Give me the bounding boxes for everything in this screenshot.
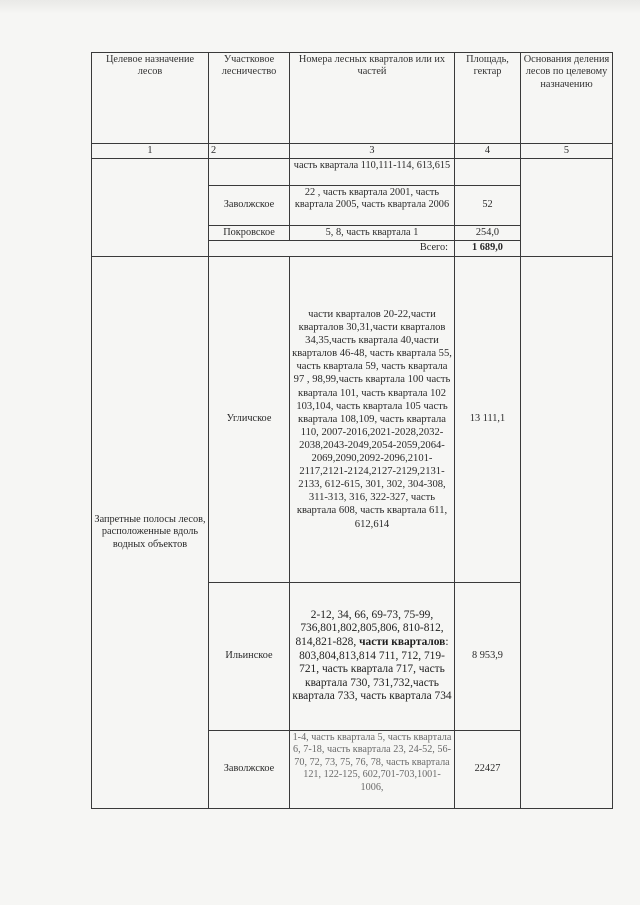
basis-cell-empty xyxy=(521,256,613,808)
district-cell: Ильинское xyxy=(209,582,290,730)
total-label: Всего: xyxy=(209,241,455,256)
quarters-text: : 803,804,813,814 711, 712, 719-721, часть квартала 717, часть квартала 730, 731,732,часть квартала 733, часть квартала 734 xyxy=(292,635,452,703)
quarters-cell: часть квартала 110,111-114, 613,615 xyxy=(290,159,455,186)
purpose-cell: Запретные полосы лесов, расположенные вдоль водных объектов xyxy=(92,256,209,808)
district-cell: Заволжское xyxy=(209,186,290,226)
column-number: 4 xyxy=(455,144,521,159)
district-cell: Покровское xyxy=(209,226,290,241)
total-area: 1 689,0 xyxy=(455,241,521,256)
column-number-row xyxy=(92,144,613,159)
area-cell: 254,0 xyxy=(455,226,521,241)
header-area: Площадь, гектар xyxy=(455,53,521,144)
quarters-cell: части кварталов 20-22,части кварталов 30,31,части кварталов 34,35,часть квартала 40,части кварталов 46-48, часть квартала 55, часть квартала 59, часть квартала 97 , 98,99,часть квартала 100 часть квартала 101, часть квартала 102 103,104, часть квартала 105 часть квартала 108,109, часть квартала 110, 2007-2016,2021-2028,2032-2038,2043-2049,2054-2059,2064-2069,2090,2092-2096,2101-2117,2121-2124,2127-2129,2131-2133, 612-615, 301, 302, 304-308, 311-313, 316, 322-327, часть квартала 608, часть квартала 611, 612,614 xyxy=(290,256,455,582)
quarters-cell: 22 , часть квартала 2001, часть квартала 2005, часть квартала 2006 xyxy=(290,186,455,226)
header-purpose: Целевое назначение лесов xyxy=(92,53,209,144)
forest-purpose-table xyxy=(91,52,613,809)
area-cell: 13 111,1 xyxy=(455,256,521,582)
area-cell: 8 953,9 xyxy=(455,582,521,730)
quarters-cell xyxy=(290,582,455,730)
table-row xyxy=(92,256,613,582)
table-header-row xyxy=(92,53,613,144)
quarters-cell: 1-4, часть квартала 5, часть квартала 6, 7-18, часть квартала 23, 24-52, 56-70, 72, 73, 75, 76, 78, часть квартала 121, 122-125, 602,701-703,1001-1006, xyxy=(290,730,455,808)
table-row xyxy=(92,159,613,186)
quarters-text: 2-12, 34, 66, 69-73, 75-99, 736,801,802,805,806, 810-812, 814,821-828, xyxy=(295,608,444,648)
quarters-bold-text: части кварталов xyxy=(359,635,446,648)
column-number: 3 xyxy=(290,144,455,159)
column-number: 2 xyxy=(209,144,290,159)
area-cell: 22427 xyxy=(455,730,521,808)
area-cell-empty xyxy=(455,159,521,186)
area-cell: 52 xyxy=(455,186,521,226)
basis-cell-empty xyxy=(521,159,613,257)
district-cell-empty xyxy=(209,159,290,186)
quarters-cell: 5, 8, часть квартала 1 xyxy=(290,226,455,241)
purpose-cell-empty xyxy=(92,159,209,257)
column-number: 5 xyxy=(521,144,613,159)
header-district: Участковое лесничество xyxy=(209,53,290,144)
header-quarters: Номера лесных кварталов или их частей xyxy=(290,53,455,144)
column-number: 1 xyxy=(92,144,209,159)
district-cell: Заволжское xyxy=(209,730,290,808)
district-cell: Угличское xyxy=(209,256,290,582)
header-basis: Основания деления лесов по целевому назначению xyxy=(521,53,613,144)
